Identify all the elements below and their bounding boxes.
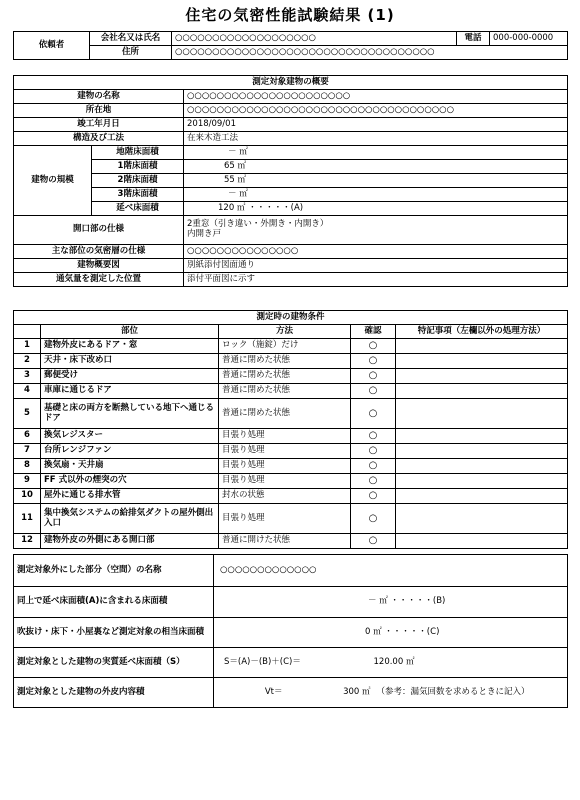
table-row (14, 354, 568, 369)
row-method: ロック（施錠）だけ (219, 339, 351, 354)
col-method: 方法 (219, 325, 351, 339)
row-method: 普通に閉めた状態 (219, 354, 351, 369)
volume-formula: Vt＝ (214, 678, 286, 708)
address-label: 住所 (90, 46, 172, 60)
basement-area-value: － ㎡ (184, 146, 568, 160)
row-notes (396, 504, 568, 534)
row-check: ○ (351, 489, 396, 504)
basement-area-label: 地階床面積 (92, 146, 184, 160)
opening-label: 開口部の仕様 (14, 216, 184, 245)
actual-area-value: 120.00 ㎡ (374, 648, 568, 678)
other-area-value: 0 ㎡ ・・・・・(C) (214, 618, 568, 648)
row-notes (396, 429, 568, 444)
table-row (14, 459, 568, 474)
row-part: FF 式以外の煙突の穴 (41, 474, 219, 489)
actual-area-label: 測定対象とした建物の実質延べ床面積（S） (14, 648, 214, 678)
row-part: 建物外皮にあるドア・窓 (41, 339, 219, 354)
table-row (14, 384, 568, 399)
row-check: ○ (351, 384, 396, 399)
row-notes (396, 474, 568, 489)
table-row (14, 474, 568, 489)
col-no (14, 325, 41, 339)
col-part: 部位 (41, 325, 219, 339)
opening-value (184, 216, 568, 245)
opening-line2: 内開き戸 (187, 229, 222, 239)
excluded-name-label: 測定対象外にした部分（空間）の名称 (14, 555, 214, 587)
row-no: 2 (14, 354, 41, 369)
floor3-area-label: 3階床面積 (92, 188, 184, 202)
completion-label: 竣工年月日 (14, 118, 184, 132)
row-check: ○ (351, 339, 396, 354)
airtight-value: ○○○○○○○○○○○○○○○ (184, 245, 568, 259)
row-method: 封水の状態 (219, 489, 351, 504)
row-notes (396, 534, 568, 549)
row-notes (396, 339, 568, 354)
table-row (14, 399, 568, 429)
row-no: 11 (14, 504, 41, 534)
row-check: ○ (351, 534, 396, 549)
floor3-area-value: － ㎡ (184, 188, 568, 202)
actual-area-formula: S＝(A)－(B)＋(C)＝ (224, 656, 301, 667)
row-check: ○ (351, 399, 396, 429)
row-notes (396, 354, 568, 369)
row-no: 5 (14, 399, 41, 429)
row-part: 集中換気システムの給排気ダクトの屋外側出入口 (41, 504, 219, 534)
volume-label: 測定対象とした建物の外皮内容積 (14, 678, 214, 708)
row-check: ○ (351, 369, 396, 384)
row-no: 1 (14, 339, 41, 354)
client-name-value: ○○○○○○○○○○○○○○○○○○○ (172, 32, 457, 46)
row-check: ○ (351, 444, 396, 459)
row-part: 建物外皮の外側にある開口部 (41, 534, 219, 549)
building-name-value: ○○○○○○○○○○○○○○○○○○○○○○ (184, 90, 568, 104)
table-row (14, 429, 568, 444)
location-value: ○○○○○○○○○○○○○○○○○○○○○○○○○○○○○○○○○○○○ (184, 104, 568, 118)
table-row (14, 489, 568, 504)
floor2-area-label: 2階床面積 (92, 174, 184, 188)
row-check: ○ (351, 429, 396, 444)
drawing-label: 建物概要図 (14, 259, 184, 273)
row-part: 換気レジスター (41, 429, 219, 444)
address-value: ○○○○○○○○○○○○○○○○○○○○○○○○○○○○○○○○○○○ (172, 46, 568, 60)
included-area-label: 同上で延べ床面積(A)に含まれる床面積 (14, 587, 214, 618)
row-method: 目張り処理 (219, 444, 351, 459)
table-row (14, 339, 568, 354)
row-method: 目張り処理 (219, 459, 351, 474)
drawing-value: 別紙添付図面通り (184, 259, 568, 273)
summary-table (13, 554, 568, 708)
excluded-name-value: ○○○○○○○○○○○○○ (214, 555, 568, 587)
row-part: 郵便受け (41, 369, 219, 384)
client-table (13, 31, 568, 60)
row-part: 基礎と床の両方を断熱している地下へ通じるドア (41, 399, 219, 429)
row-part: 換気扇・天井扇 (41, 459, 219, 474)
client-label: 依頼者 (14, 32, 90, 60)
row-no: 9 (14, 474, 41, 489)
row-part: 天井・床下改め口 (41, 354, 219, 369)
overview-table (13, 75, 568, 287)
row-notes (396, 489, 568, 504)
overview-header: 測定対象建物の概要 (14, 76, 568, 90)
opening-line1: 2重窓（引き違い・外開き・内開き） (187, 219, 329, 230)
volume-note: （参考：漏気回数を求めるときに記入） (374, 678, 568, 708)
page-title: 住宅の気密性能試験結果 (1) (185, 6, 395, 24)
row-method: 普通に閉めた状態 (219, 384, 351, 399)
row-method: 目張り処理 (219, 429, 351, 444)
table-row (14, 369, 568, 384)
included-area-value: － ㎡ ・・・・・(B) (214, 587, 568, 618)
row-part: 台所レンジファン (41, 444, 219, 459)
floor1-area-label: 1階床面積 (92, 160, 184, 174)
conditions-header: 測定時の建物条件 (14, 311, 568, 325)
row-notes (396, 444, 568, 459)
row-check: ○ (351, 459, 396, 474)
row-no: 8 (14, 459, 41, 474)
row-notes (396, 369, 568, 384)
structure-label: 構造及び工法 (14, 132, 184, 146)
other-area-label: 吹抜け・床下・小屋裏など測定対象の相当床面積 (14, 618, 214, 648)
row-method: 普通に閉めた状態 (219, 369, 351, 384)
row-no: 4 (14, 384, 41, 399)
total-area-label: 延べ床面積 (92, 202, 184, 216)
row-check: ○ (351, 354, 396, 369)
table-row (14, 504, 568, 534)
col-check: 確認 (351, 325, 396, 339)
phone-value: 000-000-0000 (490, 32, 568, 46)
row-notes (396, 399, 568, 429)
row-no: 7 (14, 444, 41, 459)
floor2-area-value: 55 ㎡ (184, 174, 568, 188)
row-part: 屋外に通じる排水管 (41, 489, 219, 504)
row-method: 目張り処理 (219, 474, 351, 489)
floor1-area-value: 65 ㎡ (184, 160, 568, 174)
row-notes (396, 384, 568, 399)
completion-value: 2018/09/01 (184, 118, 568, 132)
row-check: ○ (351, 504, 396, 534)
row-check: ○ (351, 474, 396, 489)
table-row (14, 534, 568, 549)
row-no: 6 (14, 429, 41, 444)
building-name-label: 建物の名称 (14, 90, 184, 104)
table-row (14, 444, 568, 459)
phone-label: 電話 (457, 32, 490, 46)
conditions-table (13, 310, 568, 549)
row-no: 12 (14, 534, 41, 549)
position-label: 通気量を測定した位置 (14, 273, 184, 287)
row-no: 3 (14, 369, 41, 384)
airtight-label: 主な部位の気密層の仕様 (14, 245, 184, 259)
col-notes: 特記事項（左欄以外の処理方法） (396, 325, 568, 339)
row-no: 10 (14, 489, 41, 504)
total-area-value: 120 ㎡ ・・・・・(A) (184, 202, 568, 216)
location-label: 所在地 (14, 104, 184, 118)
client-name-label: 会社名又は氏名 (90, 32, 172, 46)
row-method: 普通に閉めた状態 (219, 399, 351, 429)
row-method: 普通に開けた状態 (219, 534, 351, 549)
position-value: 添付平面図に示す (184, 273, 568, 287)
row-part: 車庫に通じるドア (41, 384, 219, 399)
row-notes (396, 459, 568, 474)
scale-label: 建物の規模 (14, 146, 92, 216)
structure-value: 在来木造工法 (184, 132, 568, 146)
volume-value: 300 ㎥ (286, 678, 374, 708)
row-method: 目張り処理 (219, 504, 351, 534)
